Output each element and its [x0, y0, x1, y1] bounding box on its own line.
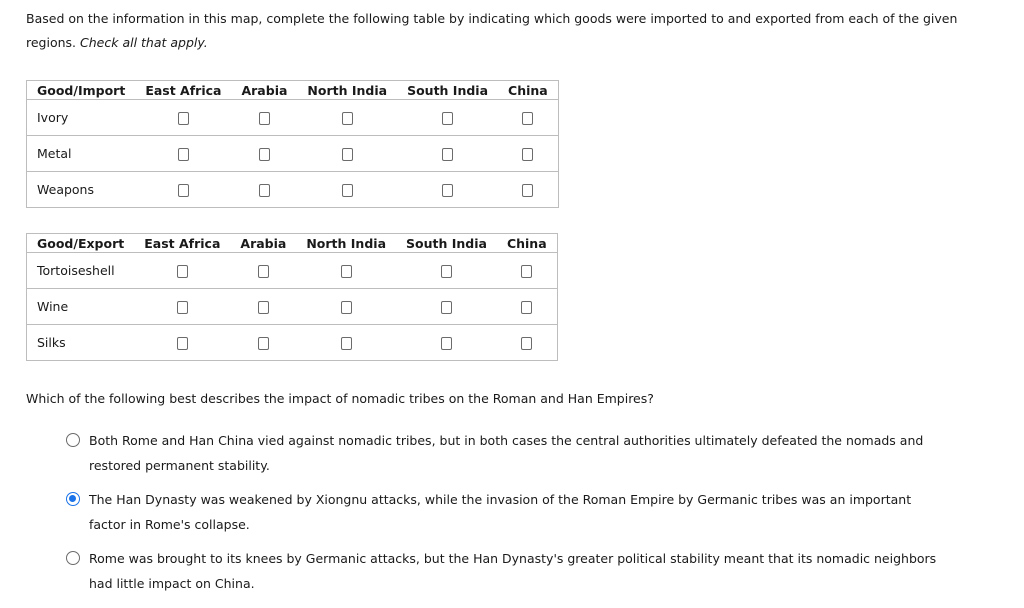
checkbox[interactable] — [521, 265, 532, 278]
table-row — [27, 172, 559, 208]
checkbox-cell — [230, 325, 296, 361]
checkbox-cell — [297, 136, 397, 172]
answer-option-1[interactable] — [66, 429, 946, 478]
checkbox-cell — [231, 100, 297, 136]
imports-header-row — [27, 81, 559, 100]
checkbox-cell — [135, 100, 231, 136]
row-label: Ivory — [27, 100, 136, 136]
checkbox-cell — [296, 325, 396, 361]
table-row — [27, 289, 558, 325]
header-south-india: South India — [396, 234, 497, 253]
table-row — [27, 136, 559, 172]
table-row — [27, 325, 558, 361]
checkbox-cell — [397, 136, 498, 172]
checkbox-cell — [396, 325, 497, 361]
header-north-india: North India — [296, 234, 396, 253]
header-china: China — [497, 234, 557, 253]
checkbox-cell — [498, 100, 558, 136]
checkbox[interactable] — [441, 337, 452, 350]
checkbox[interactable] — [522, 112, 533, 125]
checkbox-cell — [231, 136, 297, 172]
checkbox[interactable] — [178, 148, 189, 161]
imports-body — [27, 100, 559, 208]
table-row — [27, 100, 559, 136]
instructions — [26, 7, 986, 55]
checkbox[interactable] — [442, 112, 453, 125]
checkbox[interactable] — [341, 265, 352, 278]
checkbox-cell — [497, 325, 557, 361]
checkbox-cell — [135, 172, 231, 208]
header-good-export: Good/Export — [27, 234, 135, 253]
checkbox[interactable] — [177, 337, 188, 350]
header-arabia: Arabia — [230, 234, 296, 253]
radio-button[interactable] — [66, 551, 80, 565]
imports-table — [26, 80, 559, 208]
header-north-india: North India — [297, 81, 397, 100]
checkbox[interactable] — [441, 265, 452, 278]
checkbox[interactable] — [258, 301, 269, 314]
row-label: Wine — [27, 289, 135, 325]
checkbox[interactable] — [259, 112, 270, 125]
checkbox-cell — [498, 172, 558, 208]
checkbox[interactable] — [522, 148, 533, 161]
checkbox-cell — [296, 253, 396, 289]
checkbox-cell — [134, 253, 230, 289]
checkbox[interactable] — [441, 301, 452, 314]
checkbox[interactable] — [341, 337, 352, 350]
checkbox-cell — [396, 289, 497, 325]
checkbox-cell — [297, 100, 397, 136]
checkbox-cell — [230, 289, 296, 325]
instructions-text: Based on the information in this map, complete the following table by indicating which goods were imported to and exported from each of the given regions. — [26, 11, 958, 50]
checkbox-cell — [134, 289, 230, 325]
instructions-emphasis: Check all that apply. — [80, 35, 208, 50]
checkbox-cell — [134, 325, 230, 361]
exports-table — [26, 233, 558, 361]
header-east-africa: East Africa — [134, 234, 230, 253]
checkbox-cell — [230, 253, 296, 289]
answer-option-text: Both Rome and Han China vied against nomadic tribes, but in both cases the central authorities ultimately defeated the nomads and restored permanent stability. — [89, 433, 924, 473]
exports-body — [27, 253, 558, 361]
checkbox[interactable] — [178, 112, 189, 125]
answer-option-text: Rome was brought to its knees by Germanic attacks, but the Han Dynasty's greater political stability meant that its nomadic neighbors had little impact on China. — [89, 551, 937, 591]
checkbox[interactable] — [442, 184, 453, 197]
checkbox-cell — [296, 289, 396, 325]
table-row — [27, 253, 558, 289]
checkbox-cell — [396, 253, 497, 289]
header-china: China — [498, 81, 558, 100]
checkbox-cell — [498, 136, 558, 172]
checkbox[interactable] — [521, 301, 532, 314]
row-label: Silks — [27, 325, 135, 361]
row-label: Weapons — [27, 172, 136, 208]
checkbox[interactable] — [178, 184, 189, 197]
row-label: Metal — [27, 136, 136, 172]
checkbox-cell — [231, 172, 297, 208]
checkbox-cell — [135, 136, 231, 172]
checkbox-cell — [297, 172, 397, 208]
header-arabia: Arabia — [231, 81, 297, 100]
exports-header-row — [27, 234, 558, 253]
checkbox-cell — [397, 100, 498, 136]
checkbox[interactable] — [342, 184, 353, 197]
checkbox[interactable] — [521, 337, 532, 350]
answer-option-2[interactable] — [66, 488, 946, 537]
row-label: Tortoiseshell — [27, 253, 135, 289]
checkbox[interactable] — [177, 265, 188, 278]
checkbox-cell — [497, 289, 557, 325]
checkbox[interactable] — [258, 265, 269, 278]
checkbox[interactable] — [177, 301, 188, 314]
checkbox[interactable] — [341, 301, 352, 314]
radio-button[interactable] — [66, 433, 80, 447]
checkbox[interactable] — [258, 337, 269, 350]
checkbox[interactable] — [259, 148, 270, 161]
checkbox[interactable] — [522, 184, 533, 197]
header-good-import: Good/Import — [27, 81, 136, 100]
checkbox[interactable] — [342, 112, 353, 125]
checkbox[interactable] — [259, 184, 270, 197]
checkbox[interactable] — [442, 148, 453, 161]
checkbox[interactable] — [342, 148, 353, 161]
header-south-india: South India — [397, 81, 498, 100]
checkbox-cell — [497, 253, 557, 289]
radio-button[interactable] — [66, 492, 80, 506]
checkbox-cell — [397, 172, 498, 208]
answer-option-3[interactable] — [66, 547, 946, 596]
question-text: Which of the following best describes the impact of nomadic tribes on the Roman and Han Empires? — [26, 391, 654, 406]
answer-option-text: The Han Dynasty was weakened by Xiongnu attacks, while the invasion of the Roman Empire by Germanic tribes was an important factor in Rome's collapse. — [89, 492, 912, 532]
header-east-africa: East Africa — [135, 81, 231, 100]
